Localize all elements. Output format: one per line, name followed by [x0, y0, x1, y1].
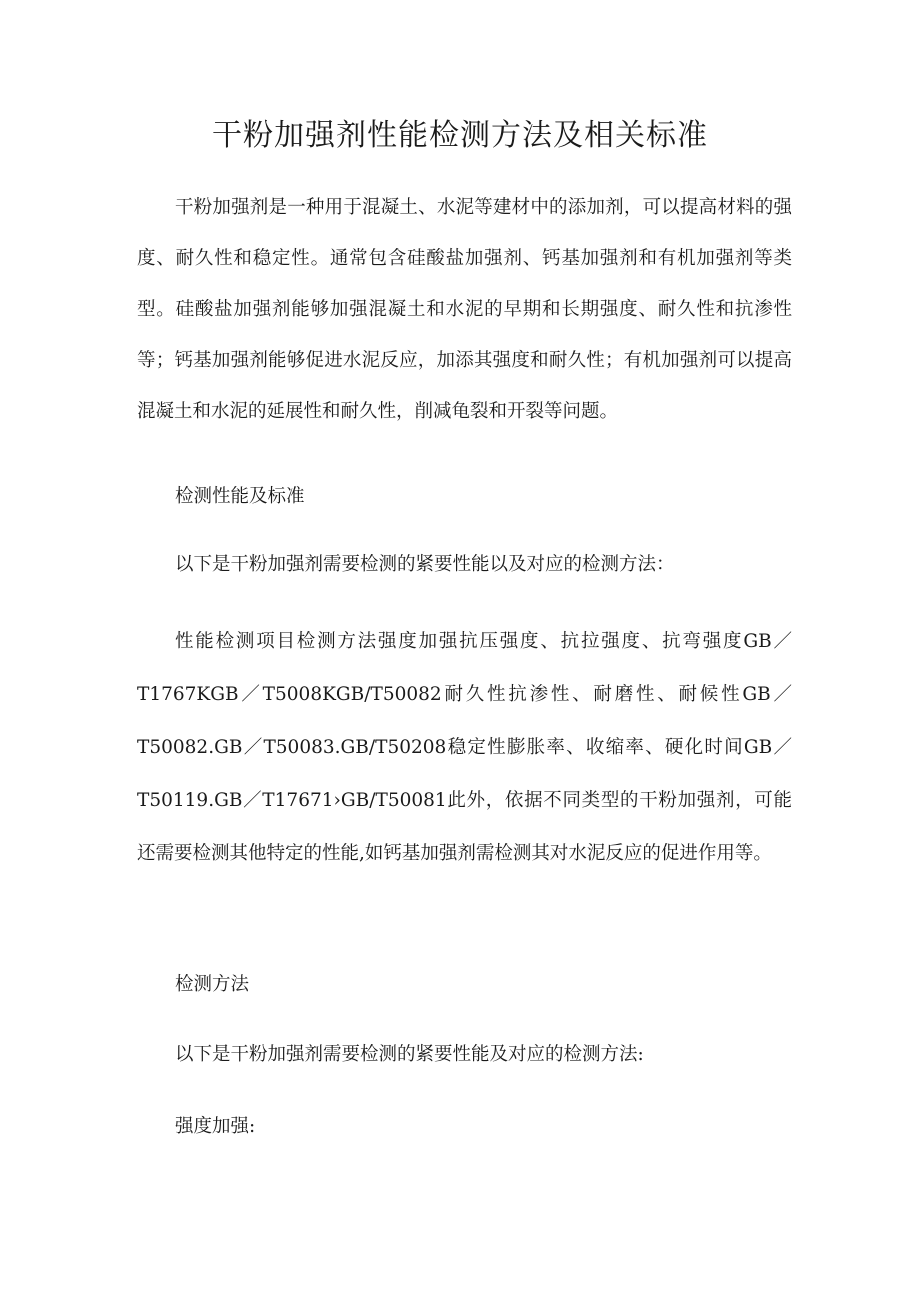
section-heading-test-methods: 检测方法: [175, 974, 250, 995]
page-title: 干粉加强剂性能检测方法及相关标准: [212, 118, 708, 153]
section2-lead-paragraph: 以下是干粉加强剂需要检测的紧要性能及对应的检测方法:: [175, 1044, 644, 1065]
strength-subheading: 强度加强:: [175, 1116, 256, 1137]
intro-paragraph: 干粉加强剂是一种用于混凝土、水泥等建材中的添加剂，可以提高材料的强度、耐久性和稳定性。通常包含硅酸盐加强剂、钙基加强剂和有机加强剂等类型。硅酸盐加强剂能够加强混凝土和水泥的早期和长期强度、耐久性和抗渗性等；钙基加强剂能够促进水泥反应，加添其强度和耐久性；有机加强剂可以提高混凝土和水泥的延展性和耐久性，削减龟裂和开裂等问题。: [137, 197, 792, 422]
standards-paragraph: 性能检测项目检测方法强度加强抗压强度、抗拉强度、抗弯强度GB／T1767KGB／T5008KGB/T50082耐久性抗渗性、耐磨性、耐候性GB／T50082.GB／T50083.GB/T50208稳定性膨胀率、收缩率、硬化时间GB／T50119.GB／T17671›GB/T50081此外，依据不同类型的干粉加强剂，可能还需要检测其他特定的性能,如钙基加强剂需检测其对水泥反应的促进作用等。: [137, 631, 792, 864]
section-heading-performance-standards: 检测性能及标准: [175, 486, 305, 507]
section1-lead-paragraph: 以下是干粉加强剂需要检测的紧要性能以及对应的检测方法：: [175, 554, 675, 575]
